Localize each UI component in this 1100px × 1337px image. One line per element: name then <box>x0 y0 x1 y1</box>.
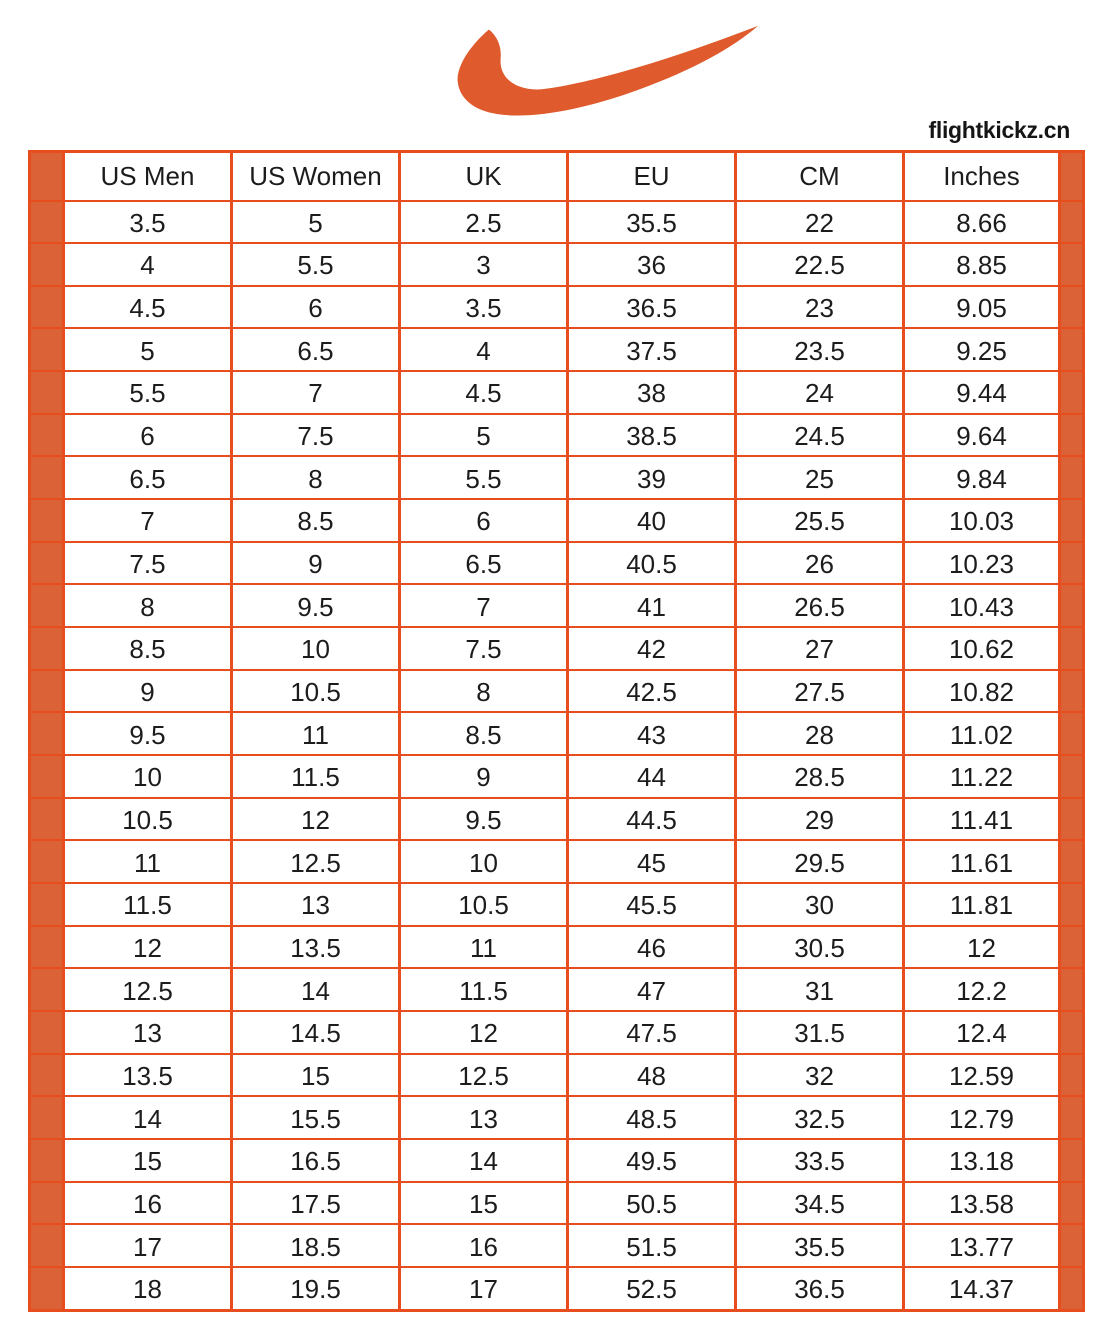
table-row <box>30 798 1084 841</box>
table-cell: 11.61 <box>904 840 1060 883</box>
table-cell: 5 <box>232 201 400 244</box>
table-cell: 28.5 <box>736 755 904 798</box>
side-bar-cell <box>30 1011 64 1054</box>
table-cell: 8.5 <box>400 712 568 755</box>
table-cell: 13.5 <box>64 1054 232 1097</box>
table-cell: 12 <box>400 1011 568 1054</box>
side-bar-cell <box>30 627 64 670</box>
table-cell: 14 <box>64 1096 232 1139</box>
table-cell: 11.81 <box>904 883 1060 926</box>
table-cell: 10.43 <box>904 584 1060 627</box>
side-bar-cell <box>30 712 64 755</box>
table-row <box>30 627 1084 670</box>
table-cell: 29 <box>736 798 904 841</box>
table-cell: 13.18 <box>904 1139 1060 1182</box>
table-cell: 10.62 <box>904 627 1060 670</box>
table-row <box>30 542 1084 585</box>
table-cell: 22.5 <box>736 243 904 286</box>
table-row <box>30 1096 1084 1139</box>
table-cell: 32 <box>736 1054 904 1097</box>
table-cell: 12 <box>232 798 400 841</box>
table-cell: 13 <box>400 1096 568 1139</box>
table-cell: 31 <box>736 968 904 1011</box>
table-cell: 41 <box>568 584 736 627</box>
size-table <box>28 150 1085 1312</box>
column-header: UK <box>400 152 568 201</box>
table-cell: 13.58 <box>904 1182 1060 1225</box>
table-row <box>30 414 1084 457</box>
table-cell: 9.25 <box>904 328 1060 371</box>
table-cell: 10 <box>64 755 232 798</box>
table-cell: 3.5 <box>64 201 232 244</box>
table-cell: 6.5 <box>232 328 400 371</box>
table-cell: 10.5 <box>232 670 400 713</box>
table-cell: 5.5 <box>232 243 400 286</box>
side-bar-cell <box>1060 968 1084 1011</box>
table-cell: 7.5 <box>232 414 400 457</box>
table-cell: 8 <box>64 584 232 627</box>
side-bar-cell <box>30 1267 64 1311</box>
table-cell: 30.5 <box>736 926 904 969</box>
table-row <box>30 1224 1084 1267</box>
table-row <box>30 1054 1084 1097</box>
table-cell: 8.66 <box>904 201 1060 244</box>
table-cell: 3 <box>400 243 568 286</box>
table-row <box>30 243 1084 286</box>
side-bar-cell <box>30 1139 64 1182</box>
table-cell: 22 <box>736 201 904 244</box>
side-bar-cell <box>30 152 64 201</box>
side-bar-cell <box>30 1096 64 1139</box>
table-cell: 28 <box>736 712 904 755</box>
column-header: Inches <box>904 152 1060 201</box>
side-bar-cell <box>1060 1182 1084 1225</box>
table-row <box>30 1267 1084 1311</box>
side-bar-cell <box>1060 499 1084 542</box>
table-cell: 8 <box>400 670 568 713</box>
side-bar-cell <box>1060 152 1084 201</box>
table-cell: 12 <box>904 926 1060 969</box>
table-cell: 47 <box>568 968 736 1011</box>
side-bar-cell <box>30 1224 64 1267</box>
side-bar-cell <box>1060 542 1084 585</box>
table-cell: 37.5 <box>568 328 736 371</box>
header-row <box>30 152 1084 201</box>
table-row <box>30 926 1084 969</box>
table-cell: 7 <box>232 371 400 414</box>
side-bar-cell <box>1060 328 1084 371</box>
table-cell: 27.5 <box>736 670 904 713</box>
side-bar-cell <box>1060 755 1084 798</box>
side-bar-cell <box>1060 798 1084 841</box>
table-cell: 23 <box>736 286 904 329</box>
table-cell: 39 <box>568 456 736 499</box>
side-bar-cell <box>1060 1054 1084 1097</box>
table-cell: 27 <box>736 627 904 670</box>
table-cell: 7 <box>64 499 232 542</box>
table-row <box>30 1011 1084 1054</box>
table-cell: 50.5 <box>568 1182 736 1225</box>
table-cell: 11.5 <box>232 755 400 798</box>
table-cell: 11 <box>400 926 568 969</box>
table-cell: 12.4 <box>904 1011 1060 1054</box>
table-cell: 7 <box>400 584 568 627</box>
side-bar-cell <box>30 883 64 926</box>
table-cell: 16.5 <box>232 1139 400 1182</box>
table-cell: 15 <box>232 1054 400 1097</box>
table-cell: 16 <box>400 1224 568 1267</box>
table-cell: 10 <box>400 840 568 883</box>
table-cell: 5 <box>400 414 568 457</box>
table-cell: 5.5 <box>400 456 568 499</box>
table-cell: 36 <box>568 243 736 286</box>
table-cell: 35.5 <box>568 201 736 244</box>
table-cell: 10.23 <box>904 542 1060 585</box>
table-cell: 9 <box>400 755 568 798</box>
table-cell: 11 <box>232 712 400 755</box>
side-bar-cell <box>30 1054 64 1097</box>
side-bar-cell <box>30 968 64 1011</box>
table-cell: 9.5 <box>400 798 568 841</box>
table-cell: 8.5 <box>64 627 232 670</box>
table-row <box>30 1139 1084 1182</box>
side-bar-cell <box>1060 1011 1084 1054</box>
side-bar-cell <box>1060 1267 1084 1311</box>
table-row <box>30 755 1084 798</box>
side-bar-cell <box>30 840 64 883</box>
table-cell: 42.5 <box>568 670 736 713</box>
table-cell: 32.5 <box>736 1096 904 1139</box>
side-bar-cell <box>1060 627 1084 670</box>
side-bar-cell <box>30 542 64 585</box>
column-header: CM <box>736 152 904 201</box>
side-bar-cell <box>30 1182 64 1225</box>
side-bar-cell <box>30 798 64 841</box>
side-bar-cell <box>1060 456 1084 499</box>
side-bar-cell <box>30 286 64 329</box>
table-row <box>30 712 1084 755</box>
table-cell: 10.5 <box>400 883 568 926</box>
table-cell: 9.64 <box>904 414 1060 457</box>
table-cell: 51.5 <box>568 1224 736 1267</box>
table-cell: 19.5 <box>232 1267 400 1311</box>
size-table-body <box>30 201 1084 1311</box>
table-row <box>30 670 1084 713</box>
table-cell: 14.37 <box>904 1267 1060 1311</box>
table-cell: 45.5 <box>568 883 736 926</box>
side-bar-cell <box>1060 201 1084 244</box>
table-cell: 31.5 <box>736 1011 904 1054</box>
table-cell: 15 <box>400 1182 568 1225</box>
table-cell: 12.59 <box>904 1054 1060 1097</box>
table-cell: 12.5 <box>400 1054 568 1097</box>
table-cell: 17 <box>64 1224 232 1267</box>
side-bar-cell <box>30 926 64 969</box>
table-cell: 12 <box>64 926 232 969</box>
table-cell: 9.84 <box>904 456 1060 499</box>
table-cell: 15.5 <box>232 1096 400 1139</box>
table-cell: 44 <box>568 755 736 798</box>
table-cell: 47.5 <box>568 1011 736 1054</box>
table-cell: 6.5 <box>400 542 568 585</box>
table-cell: 48 <box>568 1054 736 1097</box>
table-cell: 5.5 <box>64 371 232 414</box>
table-cell: 14.5 <box>232 1011 400 1054</box>
table-cell: 42 <box>568 627 736 670</box>
table-cell: 38.5 <box>568 414 736 457</box>
table-cell: 46 <box>568 926 736 969</box>
table-cell: 7.5 <box>64 542 232 585</box>
table-cell: 24.5 <box>736 414 904 457</box>
table-cell: 6 <box>232 286 400 329</box>
table-cell: 40 <box>568 499 736 542</box>
column-header: US Men <box>64 152 232 201</box>
side-bar-cell <box>30 414 64 457</box>
side-bar-cell <box>30 670 64 713</box>
table-cell: 9 <box>232 542 400 585</box>
table-cell: 11 <box>64 840 232 883</box>
table-cell: 4 <box>400 328 568 371</box>
table-cell: 14 <box>400 1139 568 1182</box>
side-bar-cell <box>30 755 64 798</box>
side-bar-cell <box>1060 883 1084 926</box>
table-cell: 6.5 <box>64 456 232 499</box>
side-bar-cell <box>30 371 64 414</box>
table-cell: 10.5 <box>64 798 232 841</box>
side-bar-cell <box>1060 414 1084 457</box>
side-bar-cell <box>1060 243 1084 286</box>
table-cell: 45 <box>568 840 736 883</box>
table-cell: 8 <box>232 456 400 499</box>
table-cell: 11.02 <box>904 712 1060 755</box>
table-row <box>30 201 1084 244</box>
table-cell: 12.5 <box>64 968 232 1011</box>
table-cell: 16 <box>64 1182 232 1225</box>
table-cell: 10 <box>232 627 400 670</box>
table-row <box>30 371 1084 414</box>
table-cell: 13 <box>64 1011 232 1054</box>
table-cell: 52.5 <box>568 1267 736 1311</box>
table-cell: 10.03 <box>904 499 1060 542</box>
table-row <box>30 499 1084 542</box>
table-cell: 30 <box>736 883 904 926</box>
column-header: US Women <box>232 152 400 201</box>
table-cell: 40.5 <box>568 542 736 585</box>
table-cell: 35.5 <box>736 1224 904 1267</box>
table-cell: 13.5 <box>232 926 400 969</box>
table-row <box>30 456 1084 499</box>
table-cell: 4.5 <box>64 286 232 329</box>
table-cell: 11.5 <box>64 883 232 926</box>
table-row <box>30 286 1084 329</box>
table-cell: 17 <box>400 1267 568 1311</box>
table-cell: 11.22 <box>904 755 1060 798</box>
table-row <box>30 840 1084 883</box>
side-bar-cell <box>30 499 64 542</box>
table-cell: 6 <box>400 499 568 542</box>
nike-swoosh-icon <box>448 24 760 124</box>
table-row <box>30 584 1084 627</box>
column-header: EU <box>568 152 736 201</box>
table-cell: 13.77 <box>904 1224 1060 1267</box>
table-cell: 4 <box>64 243 232 286</box>
table-row <box>30 883 1084 926</box>
table-cell: 18 <box>64 1267 232 1311</box>
table-cell: 18.5 <box>232 1224 400 1267</box>
table-cell: 25 <box>736 456 904 499</box>
table-cell: 12.2 <box>904 968 1060 1011</box>
table-cell: 12.5 <box>232 840 400 883</box>
table-cell: 9.5 <box>64 712 232 755</box>
table-cell: 43 <box>568 712 736 755</box>
side-bar-cell <box>1060 371 1084 414</box>
table-cell: 48.5 <box>568 1096 736 1139</box>
table-cell: 24 <box>736 371 904 414</box>
table-cell: 49.5 <box>568 1139 736 1182</box>
table-cell: 44.5 <box>568 798 736 841</box>
table-cell: 4.5 <box>400 371 568 414</box>
table-cell: 12.79 <box>904 1096 1060 1139</box>
table-row <box>30 1182 1084 1225</box>
table-cell: 7.5 <box>400 627 568 670</box>
side-bar-cell <box>30 243 64 286</box>
side-bar-cell <box>1060 926 1084 969</box>
table-cell: 11.41 <box>904 798 1060 841</box>
site-label: flightkickz.cn <box>928 117 1070 143</box>
table-cell: 33.5 <box>736 1139 904 1182</box>
side-bar-cell <box>1060 670 1084 713</box>
table-cell: 14 <box>232 968 400 1011</box>
side-bar-cell <box>30 201 64 244</box>
side-bar-cell <box>1060 1096 1084 1139</box>
side-bar-cell <box>1060 840 1084 883</box>
table-cell: 36.5 <box>568 286 736 329</box>
table-cell: 15 <box>64 1139 232 1182</box>
table-cell: 26 <box>736 542 904 585</box>
side-bar-cell <box>30 584 64 627</box>
side-bar-cell <box>1060 1139 1084 1182</box>
table-cell: 25.5 <box>736 499 904 542</box>
table-cell: 9.05 <box>904 286 1060 329</box>
table-row <box>30 328 1084 371</box>
side-bar-cell <box>1060 286 1084 329</box>
table-row <box>30 968 1084 1011</box>
side-bar-cell <box>1060 1224 1084 1267</box>
table-cell: 9 <box>64 670 232 713</box>
table-cell: 8.85 <box>904 243 1060 286</box>
table-cell: 34.5 <box>736 1182 904 1225</box>
table-cell: 17.5 <box>232 1182 400 1225</box>
table-cell: 5 <box>64 328 232 371</box>
table-cell: 23.5 <box>736 328 904 371</box>
table-cell: 3.5 <box>400 286 568 329</box>
side-bar-cell <box>30 456 64 499</box>
side-bar-cell <box>1060 584 1084 627</box>
table-cell: 6 <box>64 414 232 457</box>
table-cell: 10.82 <box>904 670 1060 713</box>
table-cell: 36.5 <box>736 1267 904 1311</box>
table-cell: 8.5 <box>232 499 400 542</box>
table-cell: 11.5 <box>400 968 568 1011</box>
table-cell: 13 <box>232 883 400 926</box>
table-cell: 38 <box>568 371 736 414</box>
table-cell: 9.44 <box>904 371 1060 414</box>
table-cell: 2.5 <box>400 201 568 244</box>
side-bar-cell <box>1060 712 1084 755</box>
table-cell: 26.5 <box>736 584 904 627</box>
side-bar-cell <box>30 328 64 371</box>
table-cell: 29.5 <box>736 840 904 883</box>
table-cell: 9.5 <box>232 584 400 627</box>
